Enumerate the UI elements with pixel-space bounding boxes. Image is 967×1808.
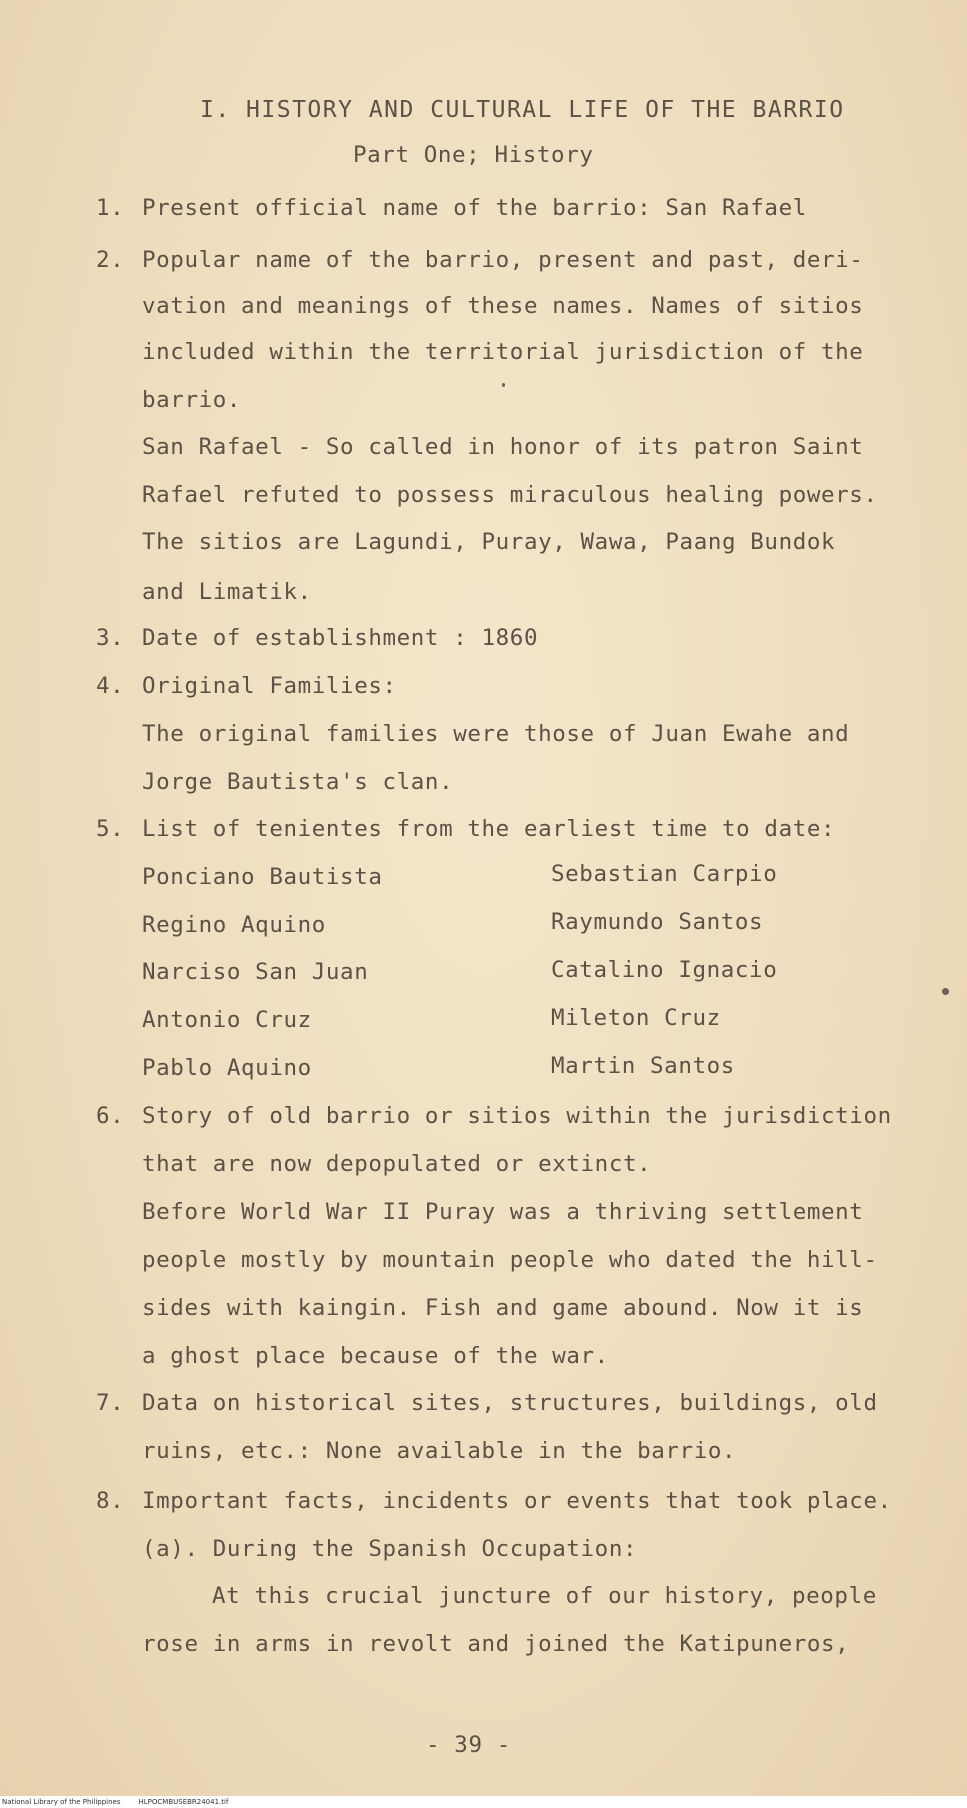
text-line: people mostly by mountain people who dated the hill- (142, 1247, 878, 1273)
text-line: sides with kaingin. Fish and game abound. Now it is (142, 1295, 864, 1321)
text-line: Before World War II Puray was a thriving settlement (142, 1199, 864, 1225)
item-number: 4. (96, 673, 125, 699)
text-line: vation and meanings of these names. Names of sitios (142, 293, 864, 319)
text-line: that are now depopulated or extinct. (142, 1151, 652, 1177)
item-text: Popular name of the barrio, present and past, deri- (142, 247, 864, 273)
text-line: included within the territorial jurisdiction of the (142, 339, 864, 365)
paper-speck (942, 988, 949, 995)
page-title: I. HISTORY AND CULTURAL LIFE OF THE BARRIO (200, 97, 845, 123)
item-4 (96, 672, 397, 700)
item-number: 8. (96, 1488, 125, 1514)
scan-footer (0, 1796, 967, 1808)
text-line: ruins, etc.: None available in the barrio. (142, 1438, 737, 1464)
text-line: San Rafael - So called in honor of its patron Saint (142, 434, 864, 460)
text-line: The sitios are Lagundi, Puray, Wawa, Paang Bundok (142, 529, 836, 555)
page-subtitle: Part One; History (353, 142, 594, 168)
text-line: a ghost place because of the war. (142, 1343, 609, 1369)
page-number: - 39 - (426, 1732, 511, 1758)
item-number: 6. (96, 1103, 125, 1129)
item-text: Date of establishment : 1860 (142, 625, 539, 651)
item-1 (96, 194, 807, 222)
library-name: National Library of the Philippines (2, 1798, 121, 1806)
file-name: HLPOCMBUSEBR24041.tif (138, 1798, 229, 1806)
item-text: Important facts, incidents or events that took place. (142, 1488, 892, 1514)
text-line: Jorge Bautista's clan. (142, 769, 454, 795)
teniente-name: Mileton Cruz (551, 1005, 721, 1031)
teniente-name: Pablo Aquino (142, 1055, 312, 1081)
item-text: Data on historical sites, structures, buildings, old (142, 1390, 878, 1416)
item-3 (96, 624, 538, 652)
paper-speck (502, 383, 505, 387)
item-number: 7. (96, 1390, 125, 1416)
item-8 (96, 1487, 892, 1515)
item-number: 5. (96, 816, 125, 842)
text-line: At this crucial juncture of our history, people (212, 1583, 877, 1609)
text-line: (a). During the Spanish Occupation: (142, 1536, 638, 1562)
text-line: barrio. (142, 387, 242, 413)
item-6 (96, 1102, 892, 1130)
text-line: rose in arms in revolt and joined the Katipuneros, (142, 1631, 850, 1657)
teniente-name: Raymundo Santos (551, 909, 764, 935)
item-5 (96, 815, 835, 843)
teniente-name: Regino Aquino (142, 912, 326, 938)
teniente-name: Catalino Ignacio (551, 957, 778, 983)
teniente-name: Ponciano Bautista (142, 864, 383, 890)
item-number: 1. (96, 195, 125, 221)
text-line: Rafael refuted to possess miraculous healing powers. (142, 482, 878, 508)
item-text: List of tenientes from the earliest time to date: (142, 816, 836, 842)
item-number: 2. (96, 247, 125, 273)
item-2 (96, 246, 863, 274)
item-7 (96, 1389, 878, 1417)
text-line: and Limatik. (142, 579, 312, 605)
item-text: Original Families: (142, 673, 397, 699)
teniente-name: Antonio Cruz (142, 1007, 312, 1033)
teniente-name: Martin Santos (551, 1053, 735, 1079)
item-number: 3. (96, 625, 125, 651)
item-text: Present official name of the barrio: San Rafael (142, 195, 807, 221)
text-line: The original families were those of Juan Ewahe and (142, 721, 850, 747)
teniente-name: Sebastian Carpio (551, 861, 778, 887)
item-text: Story of old barrio or sitios within the jurisdiction (142, 1103, 892, 1129)
teniente-name: Narciso San Juan (142, 959, 369, 985)
